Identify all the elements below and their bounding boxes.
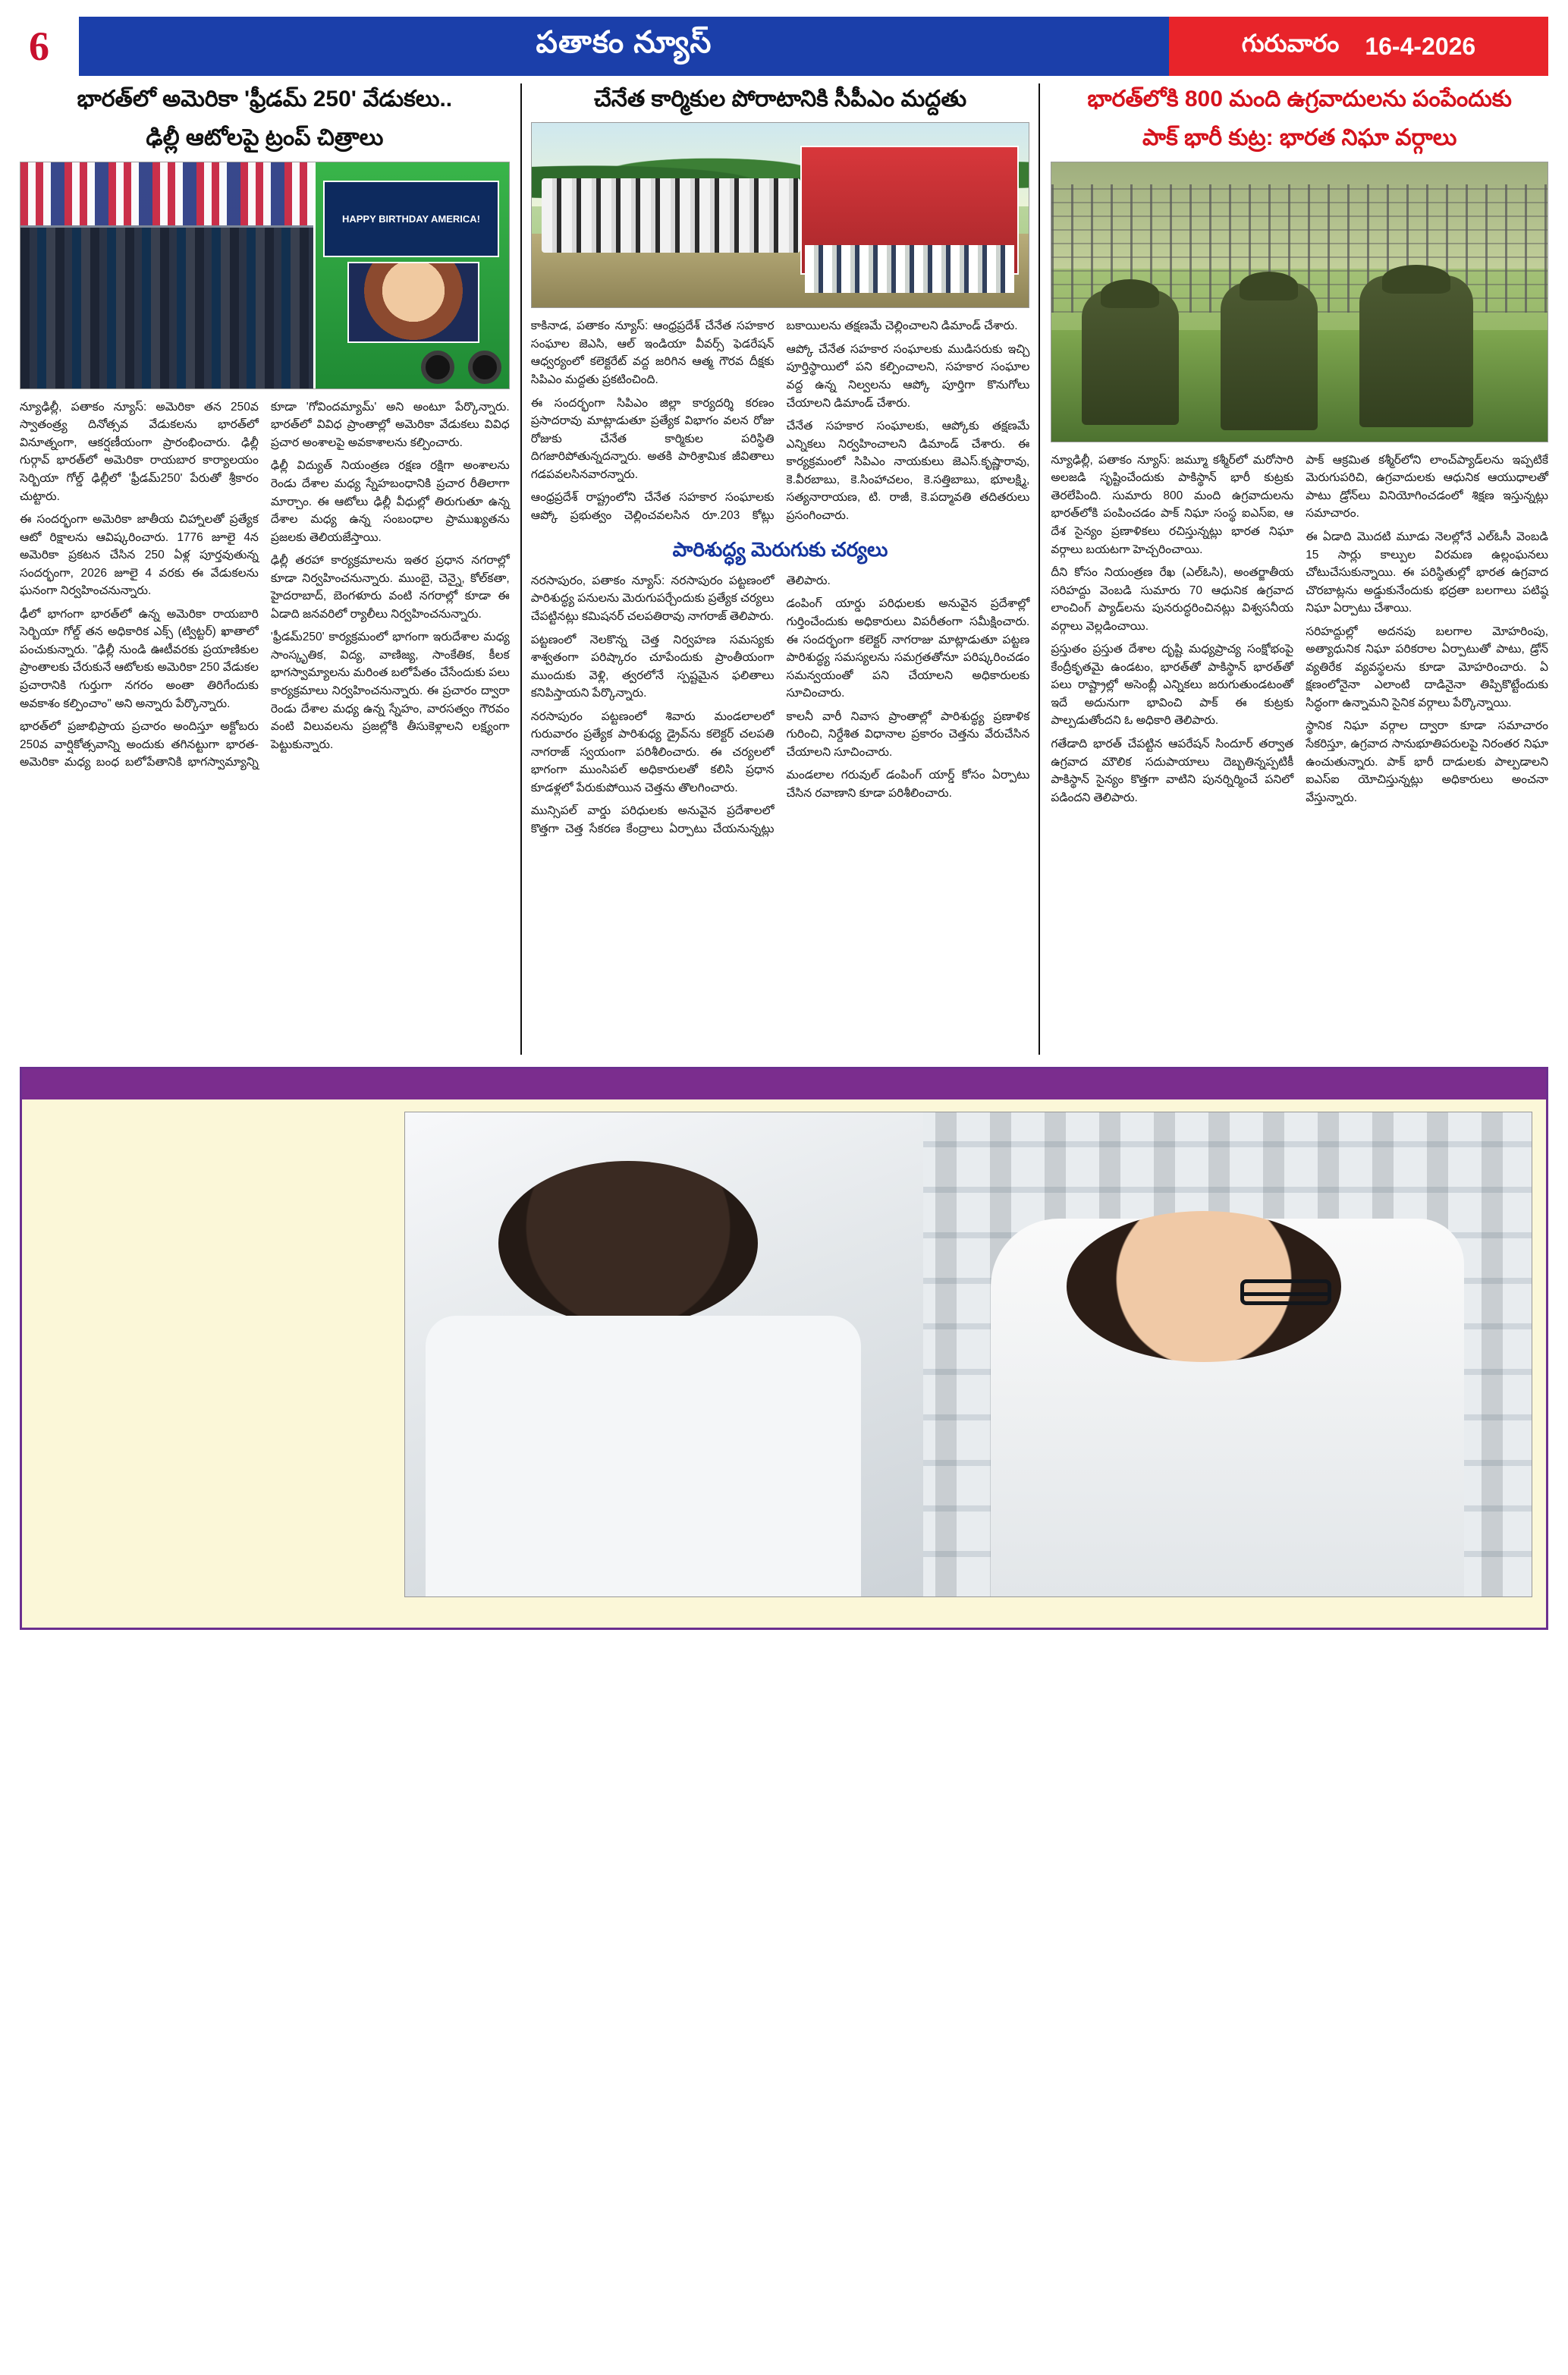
photo-optician-eyeglasses <box>404 1112 1532 1597</box>
article-us-freedom250 <box>20 83 510 1055</box>
feature-bottom-columns <box>22 1612 1546 1628</box>
paragraph: ఢీలో భాగంగా భారత్‌లో ఉన్న అమెరికా రాయబారి సెర్బియా గోల్డ్ తన అధికారిక ఎక్స్ (ట్విట్టర్) ఖాతాలో పంచుకున్నారు. "ఢిల్లీ నుండి ఊటీవరకు ప్రయాణికుల ప్రాంతాలకు చేరుకునే ఆటోలకు అమెరికా 250 వేడుకల ప్రచారానికి గుర్తుగా నగరం అంతా తిరిగేందుకు అవకాశం కల్పించాం" అని అన్నారు పేర్కొన్నారు. <box>20 607 259 710</box>
paragraph: పట్టణంలో నెలకొన్న చెత్త నిర్వహణ సమస్యకు శాశ్వతంగా పరిష్కారం చూపేందుకు ప్రాంతీయంగా ముందుకు వెళ్లి, త్వరలోనే స్పష్టమైన ఫలితాలు కనిపిస్తాయని పేర్కొన్నారు. <box>530 633 775 700</box>
rickshaw-banner-text: HAPPY BIRTHDAY AMERICA! <box>323 181 499 257</box>
paragraph: 'ఫ్రీడమ్250' కార్యక్రమంలో భాగంగా ఇరుదేశాల మధ్య సాంస్కృతిక, విద్య, వాణిజ్య, సాంకేతిక, కీలక భాగస్వామ్యాలను మరింత బలోపేతం చేసేందుకు పలు కార్యక్రమాలు నిర్వహించనున్నారు. ఈ ప్రచారం ద్వారా రెండు దేశాల మధ్య ఉన్న స్నేహం, వారసత్వం గౌరవం వంటి విలువలను ప్రజల్లోకి తీసుకెళ్లాలని లక్ష్యంగా పెట్టుకున్నారు. <box>270 631 510 751</box>
paragraph: పాక్ ఆక్రమిత కశ్మీర్‌లోని లాంచ్‌ప్యాడ్‌లను ఇప్పటికే మెరుగుపరిచి, ఉగ్రవాదులకు ఆధునిక ఆయుధాలతో పాటు డ్రోన్‌లు వినియోగించడంలో శిక్షణ ఇస్తున్నట్లు సమాచారం. <box>1306 453 1549 521</box>
paragraph: ఈ సందర్భంగా సిపిఎం జిల్లా కార్యదర్శి కరణం ప్రసాదరావు మాట్లాడుతూ ప్రత్యేక విభాగం వలన రోజు రోజుకు చేనేత కార్మికుల పరిస్థితి దిగజారిపోతున్నదన్నారు. అతకి పారిశ్రామిక జీవితాలు గడపవలసినవారన్నారు. <box>530 396 775 481</box>
article-right-body <box>1051 451 1548 812</box>
paragraph: స్థానిక నిఘా వర్గాల ద్వారా కూడా సమాచారం సేకరిస్తూ, ఉగ్రవాద సానుభూతిపరులపై నిరంతర నిఘా ఉంచుతున్నారు. పాక్ భారీ దాడులకు పాల్పడాలని ఐఎస్ఐ యోచిస్తున్నట్లు అధికారులు అంచనా వేస్తున్నారు. <box>1306 719 1549 804</box>
date-label: 16-4-2026 <box>1365 32 1476 60</box>
paragraph: మున్సిపల్ వార్డు పరిధులకు అనువైన ప్రదేశాలలో కొత్తగా చెత్త సేకరణ కేంద్రాలు ఏర్పాటు చేయనున్నట్లు తెలిపారు. <box>530 574 831 836</box>
headline-middle: చేనేత కార్మికుల పోరాటానికి సీపీఎం మద్దతు <box>593 87 967 112</box>
soldier <box>1221 282 1318 430</box>
photo-weavers-protest <box>531 122 1030 308</box>
day-label: గురువారం <box>1241 29 1340 57</box>
seated-participants <box>805 245 1013 293</box>
feature-article-eyeglasses <box>20 1067 1548 1630</box>
photo-freedom250 <box>20 162 510 389</box>
page-number: 6 <box>20 17 79 76</box>
paragraph: నరసాపురం, పతాకం న్యూస్: నరసాపురం పట్టణంలో పారిశుద్ధ్య పనులను మెరుగుపర్చేందుకు ప్రత్యేక చర్యలు చేపట్టినట్లు కమిషనర్ చలపతిరావు నాగరాజ్ తెలిపారు. <box>530 574 775 623</box>
paragraph: ఈ ఏడాది మొదటి మూడు నెలల్లోనే ఎల్ఓసీ వెంబడి 15 సార్లు కాల్పుల విరమణ ఉల్లంఘనలు చోటుచేసుకున్నాయి. ఈ పరిస్థితుల్లో భారత ఉగ్రవాద చొరబాట్లను అడ్డుకునేందుకు భద్రతా బలగాలు పటిష్ఠ నిఘా ఏర్పాటు చేశాయి. <box>1306 530 1549 615</box>
paragraph: నరసాపురం పట్టణంలో శివారు మండలాలలో గురువారం ప్రత్యేక పారిశుధ్య డ్రైవ్‌ను కలెక్టర్ చలపతి నాగరాజ్ స్వయంగా పరిశీలించారు. ఈ చర్యలలో భాగంగా ముంసిపల్ అధికారులతో కలిసి ప్రధాన కూడళ్లలో పేరుకుపోయిన చెత్తను తొలగించారు. <box>530 709 775 794</box>
paragraph: ఈ సందర్భంగా అమెరికా జాతీయ చిహ్నాలతో ప్రత్యేక ఆటో రిక్షాలను ఆవిష్కరించారు. 1776 జూలై 4న అమెరికా ప్రకటన చేసిన 250 ఏళ్ల పూర్తవుతున్న సందర్భంగా, 2026 జూలై 4 వరకు ఈ వేడుకలను ఘనంగా నిర్వహించనున్నారు. <box>20 513 259 598</box>
article-left-body <box>20 398 510 772</box>
feature-banner <box>22 1069 1546 1099</box>
paragraph: భారత్‌లో ప్రజాభిప్రాయ ప్రచారం అందిస్తూ అక్టోబరు 250వ వార్షికోత్సవాన్ని అందుకు తగినట్టుగా భారత-అమెరికా మధ్య బంధ బలోపేతానికి భాగస్వామ్యాన్ని కూడా 'గోవిందమ్యామ్' అని అంటూ పేర్కొన్నారు. భారత్‌లో వివిధ ప్రాంతాల్లో అమెరికా వేడుకలు వివిధ ప్రచార అంశాలపై అవకాశాలను కల్పించారు. <box>20 400 510 769</box>
feature-continued-text <box>36 1612 1532 1614</box>
article-cpm-weavers <box>520 83 1041 1055</box>
subhead-sanitation: పారిశుద్ధ్య మెరుగుకు చర్యలు <box>672 537 888 561</box>
paragraph: ఢిల్లీ విద్యుత్ నియంత్రణ రక్షణ రక్షిగా అంశాలను రెండు దేశాల మధ్య స్నేహబంధానికి ప్రచార రీతిలాగా మార్చాం. ఈ ఆటోలు ఢిల్లీ వీధుల్లో తిరుగుతూ ఉన్న దేశాల మధ్య ఉన్న సంబంధాల ప్రాముఖ్యతను ప్రజలకు తెలియజేస్తాయి. <box>270 459 510 544</box>
headline-left-line1: భారత్‌లో అమెరికా 'ఫ్రీడమ్ 250' వేడుకలు.. <box>77 87 453 112</box>
paragraph: మండలాల గరువుల్ డంపింగ్ యార్డ్ కోసం ఏర్పాటు చేసిన రవాణాని కూడా పరిశీలించారు. <box>786 769 1030 800</box>
paragraph: కాలనీ వారీ నివాస ప్రాంతాల్లో పారిశుద్ధ్య ప్రణాళిక గురించి, నిర్దేశిత విధానాల ప్రకారం చెత్తను వేరుచేసిన చేయాలని సూచించారు. <box>786 709 1030 759</box>
publication-title: పతాకం న్యూస్ <box>79 17 1169 76</box>
paragraph: ఆప్కో చేనేత సహకార సంఘాలకు ముడిసరుకు ఇచ్చి పూర్తిస్థాయిలో పని కల్పించాలని, సహకార సంఘాల వద్ద ఉన్న నిల్వలను ఆప్కో పూర్తిగా కొనుగోలు చేయాలని డిమాండ్ చేశారు. <box>786 342 1030 410</box>
soldier <box>1359 275 1473 427</box>
paragraph: ఢిల్లీ తరహా కార్యక్రమాలను ఇతర ప్రధాన నగరాల్లో కూడా నిర్వహించనున్నారు. ముంబై, చెన్నై, కోల్‌కతా, హైదరాబాద్, బెంగళూరు వంటి నగరాల్లో కూడా ఈ ఏడాది జనవరిలో ర్యాలీలు నిర్వహించనున్నారు. <box>270 554 510 621</box>
article-middle-body <box>531 317 1030 527</box>
rickshaw-portrait <box>347 262 479 343</box>
article-pak-terror-plot <box>1051 83 1548 1055</box>
eyeglasses-icon <box>1240 1279 1331 1305</box>
customer-figure <box>991 1219 1464 1596</box>
paragraph: చేనేత సహకార సంఘాలకు, ఆప్కోకు తక్షణమే ఎన్నికలు నిర్వహించాలని డిమాండ్ చేశారు. ఈ కార్యక్రమంలో సిపిఎం నాయకులు జెఎస్.కృష్ణారావు, కె.వీరబాబు, కె.సింహాచలం, కె.సత్తిబాబు, భూలక్ష్మి, సత్యనారాయణ, టి. రాజీ, కె.పద్మావతి తదితరులు ప్రసంగించారు. <box>786 420 1030 522</box>
paragraph: న్యూఢిల్లీ, పతాకం న్యూస్: అమెరికా తన 250వ స్వాతంత్ర్య దినోత్సవ వేడుకలను భారత్‌లో వినూత్నంగా, ఆకర్షణీయంగా ప్రారంభించారు. ఢిల్లీ గుర్గావ్ భారత్‌లో అమెరికా రాయబార కార్యాలయం సెర్బియా గోల్డ్ ఢిల్లీలో 'ఫ్రీడమ్250' పేరుతో శ్రీకారం చుట్టారు. <box>20 400 259 503</box>
headline-right-line1: భారత్‌లోకి 800 మంది ఉగ్రవాదులను పంపేందుకు <box>1087 87 1512 112</box>
photo-border-soldiers <box>1051 162 1548 442</box>
paragraph: దీని కోసం నియంత్రణ రేఖ (ఎల్ఓసి), అంతర్జాతీయ సరిహద్దు వెంబడి సుమారు 70 ఆధునిక ఉగ్రవాద లాంచింగ్ ప్యాడ్‌లను పునరుద్ధరించినట్లు విశ్వసనీయ వర్గాలు వెల్లడించాయి. <box>1051 566 1294 633</box>
optician-figure <box>405 1112 923 1596</box>
top-articles-section <box>20 83 1548 1055</box>
rickshaw-wheel-front <box>421 351 454 384</box>
soldier <box>1082 290 1179 425</box>
paragraph: గతేడాది భారత్ చేపట్టిన ఆపరేషన్ సిందూర్ తర్వాత ఉగ్రవాద మౌలిక సదుపాయాలు దెబ్బతిన్నప్పటికీ పాకిస్థాన్ సైన్యం కొత్తగా వాటిని పునర్నిర్మించే పనిలో పడిందని తెలిపారు. <box>1051 737 1294 804</box>
feature-body <box>22 1099 1546 1612</box>
paragraph: ప్రస్తుతం ప్రస్తుత దేశాల దృష్టి మధ్యప్రాచ్య సంక్షోభంపై కేంద్రీకృతమై ఉండటం, భారత్‌తో పాకిస్థాన్ భారత్‌తో పలు రాష్ట్రాల్లో అసెంబ్లీ ఎన్నికలు జరుగుతుండటంతో ఇదే అదునుగా భావించి పాక్ ఈ కుట్రకు పాల్పడుతోందని ఓ అధికారి తెలిపారు. <box>1051 643 1294 728</box>
delegation-group <box>20 225 323 388</box>
rickshaw-wheel-rear <box>468 351 501 384</box>
paragraph: కాకినాడ, పతాకం న్యూస్: ఆంధ్రప్రదేశ్ చేనేత సహకార సంఘాల జెఎసి, ఆల్ ఇండియా వీవర్స్ ఫెడరేషన్ ఆధ్వర్యంలో కలెక్టరేట్ వద్ద జరిగిన ఆత్మ గౌరవ దీక్షకు సిపిఎం మద్దతు ప్రకటించింది. <box>530 319 775 387</box>
paragraph: న్యూఢిల్లీ, పతాకం న్యూస్: జమ్మూ కశ్మీర్‌లో మరోసారి అలజడి సృష్టించేందుకు పాకిస్థాన్ భారీ కుట్రకు తెరలేపింది. సుమారు 800 మంది ఉగ్రవాదులను భారత్‌లోకి పంపించడం పాక్ నిఘా సంస్థ ఐఎస్ఐ, ఆ దేశ సైన్యం ప్రణాళికలు రచిస్తున్నట్లు భారత నిఘా వర్గాలు బయటగా హెచ్చరించాయి. <box>1051 453 1294 556</box>
protesters-group <box>542 178 800 252</box>
paragraph: డంపింగ్ యార్డు పరిధులకు అనువైన ప్రదేశాల్లో గుర్తించేందుకు అధికారులు విపరీతంగా సమీక్షించారు. ఈ సందర్భంగా కలెక్టర్ నాగరాజు మాట్లాడుతూ పట్టణ పారిశుద్ధ్య సమస్యలను సమగ్రతతోనూ పరిష్కరించడం సమన్వయంతో పని చేయాలని అధికారులకు సూచించారు. <box>786 597 1030 700</box>
article-middle-body-2 <box>531 572 1030 838</box>
feature-intro-column <box>36 1112 392 1597</box>
headline-left-line2: ఢిల్లీ ఆటోలపై ట్రంప్ చిత్రాలు <box>146 125 384 151</box>
masthead <box>20 17 1548 76</box>
paragraph: సరిహద్దుల్లో అదనపు బలగాల మోహరింపు, అత్యాధునిక నిఘా పరికరాల ఏర్పాటుతో పాటు, డ్రోన్ వ్యతిరేక వ్యవస్థలను కూడా మోహరించారు. ఏ క్షణంలోనైనా ఎలాంటి దాడినైనా తిప్పికొట్టేందుకు సిద్ధంగా ఉన్నామని సైనిక వర్గాలు పేర్కొన్నాయి. <box>1306 624 1549 709</box>
date-block <box>1169 17 1548 76</box>
paragraph: ఆంధ్రప్రదేశ్ రాష్ట్రంలోని చేనేత సహకార సంఘాలకు ఆప్కో ప్రభుత్వం చెల్లించవలసిన రూ.203 కోట్లు బకాయిలను తక్షణమే చెల్లించాలని డిమాండ్ చేశారు. <box>530 319 1018 522</box>
headline-right-line2: పాక్ భారీ కుట్ర: భారత నిఘా వర్గాలు <box>1142 125 1457 151</box>
